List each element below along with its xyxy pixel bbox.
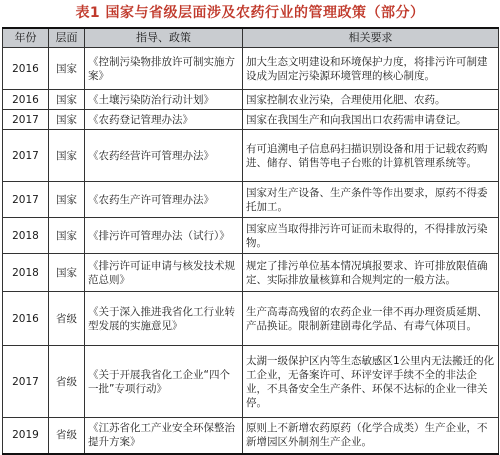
cell-policy: 《排污许可证申请与核发技术规范总则》 [85, 254, 243, 292]
table-row [3, 48, 499, 90]
cell-year: 2017 [3, 130, 49, 182]
table-row [3, 346, 499, 418]
table-title: 表1 国家与省级层面涉及农药行业的管理政策（部分） [75, 5, 425, 21]
cell-requirements: 规定了排污单位基本情况填报要求、许可排放限值确定、实际排放量核算和合规判定的一般方法。 [243, 254, 499, 292]
cell-requirements: 国家应当取得排污许可证而未取得的，不得排放污染物。 [243, 218, 499, 254]
cell-requirements: 国家在我国生产和向我国出口农药需申请登记。 [243, 110, 499, 130]
cell-level: 省级 [49, 292, 85, 346]
cell-level: 国家 [49, 110, 85, 130]
table-row [3, 90, 499, 110]
cell-policy: 《关于开展我省化工企业“四个一批”专项行动》 [85, 346, 243, 418]
cell-level: 省级 [49, 418, 85, 454]
cell-level: 国家 [49, 218, 85, 254]
cell-level: 国家 [49, 182, 85, 218]
cell-requirements: 国家控制农业污染，合理使用化肥、农药。 [243, 90, 499, 110]
header-requirements: 相关要求 [243, 28, 499, 48]
header-policy: 指导、政策 [85, 28, 243, 48]
cell-year: 2017 [3, 346, 49, 418]
table-row [3, 292, 499, 346]
table-row [3, 110, 499, 130]
cell-policy: 《农药生产许可管理办法》 [85, 182, 243, 218]
cell-level: 省级 [49, 346, 85, 418]
table-row [3, 418, 499, 454]
cell-year: 2017 [3, 110, 49, 130]
cell-policy: 《土壤污染防治行动计划》 [85, 90, 243, 110]
cell-year: 2018 [3, 254, 49, 292]
cell-requirements: 加大生态文明建设和环境保护力度，将排污许可制建设成为固定污染源环境管理的核心制度。 [243, 48, 499, 90]
cell-policy: 《关于深入推进我省化工行业转型发展的实施意见》 [85, 292, 243, 346]
table-row [3, 218, 499, 254]
table-row [3, 254, 499, 292]
cell-requirements: 国家对生产设备、生产条件等作出要求，原药不得委托加工。 [243, 182, 499, 218]
cell-policy: 《江苏省化工产业安全环保整治提升方案》 [85, 418, 243, 454]
table-row [3, 130, 499, 182]
cell-requirements: 有可追溯电子信息码扫描识别设备和用于记载农药购进、储存、销售等电子台账的计算机管理系统等。 [243, 130, 499, 182]
cell-year: 2019 [3, 418, 49, 454]
cell-year: 2016 [3, 90, 49, 110]
cell-year: 2016 [3, 292, 49, 346]
cell-level: 国家 [49, 90, 85, 110]
table-header-row [3, 28, 499, 48]
cell-level: 国家 [49, 130, 85, 182]
cell-requirements: 原则上不新增农药原药（化学合成类）生产企业，不新增园区外制剂生产企业。 [243, 418, 499, 454]
cell-year: 2018 [3, 218, 49, 254]
header-level: 层面 [49, 28, 85, 48]
cell-year: 2017 [3, 182, 49, 218]
table-row [3, 182, 499, 218]
cell-requirements: 太湖一级保护区内等生态敏感区1公里内无法搬迁的化工企业，无备案许可、环评安评手续不全的非法企业，不具备安全生产条件、环保不达标的企业一律关停。 [243, 346, 499, 418]
cell-policy: 《农药登记管理办法》 [85, 110, 243, 130]
cell-policy: 《农药经营许可管理办法》 [85, 130, 243, 182]
cell-policy: 《排污许可管理办法（试行）》 [85, 218, 243, 254]
cell-level: 国家 [49, 48, 85, 90]
cell-year: 2016 [3, 48, 49, 90]
cell-level: 国家 [49, 254, 85, 292]
policy-table [2, 27, 499, 455]
cell-policy: 《控制污染物排放许可制实施方案》 [85, 48, 243, 90]
cell-requirements: 生产高毒高残留的农药企业一律不再办理资质延期、产品换证。限制新建剧毒化学品、有毒气体项目。 [243, 292, 499, 346]
header-year: 年份 [3, 28, 49, 48]
